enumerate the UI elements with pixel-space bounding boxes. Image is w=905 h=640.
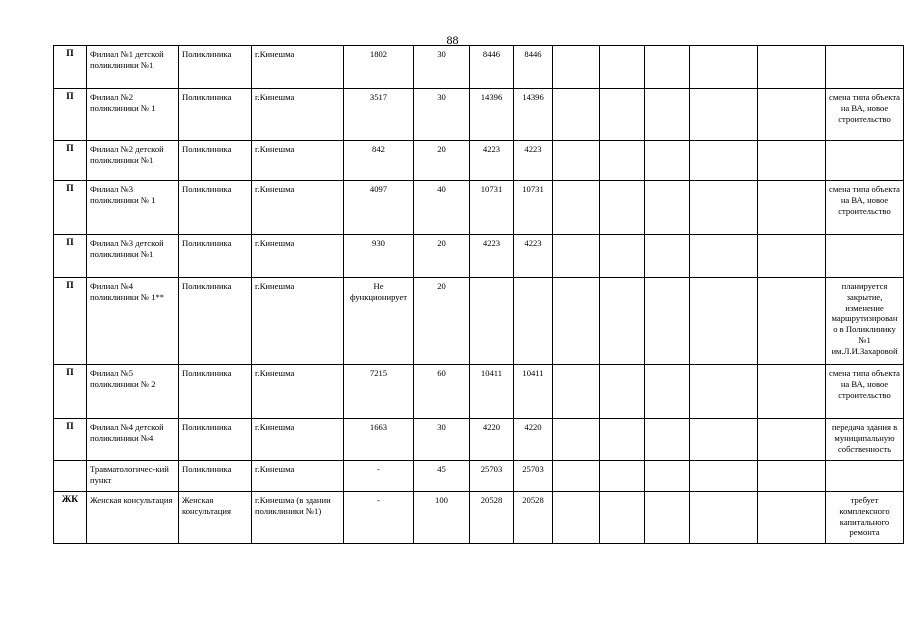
cell-note: смена типа объекта на ВА, новое строительство [826, 365, 904, 419]
page-number: 88 [446, 33, 459, 47]
cell-kind: Поликлиника [179, 235, 252, 278]
cell-value-4: 4223 [514, 141, 553, 181]
cell-name: Филиал №4 поликлиники № 1** [87, 278, 179, 365]
cell-value-4: 8446 [514, 46, 553, 89]
cell-value-2: 20 [414, 235, 470, 278]
cell-empty [758, 181, 826, 235]
cell-empty [690, 278, 758, 365]
cell-empty [758, 141, 826, 181]
table-row [54, 89, 904, 141]
cell-type: П [54, 235, 87, 278]
cell-value-4: 4223 [514, 235, 553, 278]
cell-value-3: 8446 [470, 46, 514, 89]
cell-empty [553, 235, 600, 278]
cell-location: г.Кинешма (в здании поликлиники №1) [252, 492, 344, 544]
cell-value-3 [470, 278, 514, 365]
cell-empty [645, 235, 690, 278]
cell-empty [645, 492, 690, 544]
cell-empty [645, 419, 690, 461]
cell-empty [758, 365, 826, 419]
cell-value-3: 20528 [470, 492, 514, 544]
table-row [54, 181, 904, 235]
cell-location: г.Кинешма [252, 181, 344, 235]
cell-kind: Поликлиника [179, 46, 252, 89]
cell-kind: Поликлиника [179, 419, 252, 461]
cell-value-4: 14396 [514, 89, 553, 141]
cell-note: планируется закрытие, изменение маршрутизирован о в Поликлинику №1 им.Л.И.Захаровой [826, 278, 904, 365]
cell-name: Травматологичес-кий пункт [87, 461, 179, 492]
cell-type: П [54, 181, 87, 235]
cell-location: г.Кинешма [252, 365, 344, 419]
cell-empty [690, 461, 758, 492]
cell-empty [690, 365, 758, 419]
cell-value-2: 30 [414, 89, 470, 141]
cell-value-4 [514, 278, 553, 365]
cell-empty [600, 46, 645, 89]
cell-empty [645, 278, 690, 365]
cell-empty [600, 235, 645, 278]
cell-empty [758, 278, 826, 365]
table-row [54, 419, 904, 461]
cell-value-1: 930 [344, 235, 414, 278]
cell-value-3: 4223 [470, 141, 514, 181]
cell-value-3: 10411 [470, 365, 514, 419]
cell-empty [553, 181, 600, 235]
cell-value-1: 842 [344, 141, 414, 181]
cell-empty [690, 141, 758, 181]
cell-value-1: - [344, 461, 414, 492]
cell-empty [645, 181, 690, 235]
cell-type [54, 461, 87, 492]
cell-kind: Поликлиника [179, 141, 252, 181]
cell-empty [690, 46, 758, 89]
cell-empty [553, 461, 600, 492]
cell-note: смена типа объекта на ВА, новое строительство [826, 181, 904, 235]
cell-kind: Поликлиника [179, 461, 252, 492]
cell-name: Филиал №3 поликлиники № 1 [87, 181, 179, 235]
cell-value-2: 40 [414, 181, 470, 235]
cell-location: г.Кинешма [252, 419, 344, 461]
cell-empty [600, 278, 645, 365]
cell-type: П [54, 89, 87, 141]
cell-empty [600, 181, 645, 235]
cell-type: П [54, 419, 87, 461]
cell-empty [553, 141, 600, 181]
cell-value-4: 25703 [514, 461, 553, 492]
cell-empty [600, 492, 645, 544]
cell-note: требует комплексного капитального ремонта [826, 492, 904, 544]
cell-empty [553, 278, 600, 365]
cell-note: передача здания в муниципальную собственность [826, 419, 904, 461]
cell-empty [758, 461, 826, 492]
table-row [54, 235, 904, 278]
table-row [54, 46, 904, 89]
cell-value-3: 4223 [470, 235, 514, 278]
cell-empty [758, 89, 826, 141]
cell-note: смена типа объекта на ВА, новое строительство [826, 89, 904, 141]
cell-location: г.Кинешма [252, 461, 344, 492]
cell-empty [553, 419, 600, 461]
cell-empty [758, 492, 826, 544]
cell-kind: Женская консультация [179, 492, 252, 544]
cell-empty [600, 461, 645, 492]
cell-note [826, 235, 904, 278]
table-row [54, 278, 904, 365]
cell-kind: Поликлиника [179, 278, 252, 365]
cell-value-1: 1802 [344, 46, 414, 89]
cell-type: ЖК [54, 492, 87, 544]
cell-value-1: 1663 [344, 419, 414, 461]
cell-empty [600, 419, 645, 461]
cell-kind: Поликлиника [179, 89, 252, 141]
cell-value-4: 20528 [514, 492, 553, 544]
cell-value-1: 4097 [344, 181, 414, 235]
cell-empty [553, 365, 600, 419]
cell-empty [690, 89, 758, 141]
cell-location: г.Кинешма [252, 235, 344, 278]
cell-value-3: 25703 [470, 461, 514, 492]
table-row [54, 492, 904, 544]
cell-value-1: 7215 [344, 365, 414, 419]
cell-location: г.Кинешма [252, 278, 344, 365]
cell-name: Филиал №5 поликлиники № 2 [87, 365, 179, 419]
cell-name: Филиал №4 детской поликлиники №4 [87, 419, 179, 461]
cell-name: Женская консультация [87, 492, 179, 544]
cell-value-1: Не функционирует [344, 278, 414, 365]
table-row [54, 365, 904, 419]
cell-empty [600, 89, 645, 141]
cell-empty [645, 46, 690, 89]
cell-empty [553, 492, 600, 544]
cell-kind: Поликлиника [179, 181, 252, 235]
cell-empty [758, 419, 826, 461]
cell-value-4: 10731 [514, 181, 553, 235]
cell-empty [645, 89, 690, 141]
cell-location: г.Кинешма [252, 46, 344, 89]
cell-empty [758, 235, 826, 278]
table-row [54, 141, 904, 181]
cell-location: г.Кинешма [252, 89, 344, 141]
cell-empty [690, 235, 758, 278]
cell-note [826, 461, 904, 492]
cell-empty [553, 46, 600, 89]
cell-empty [645, 461, 690, 492]
cell-empty [553, 89, 600, 141]
cell-value-1: - [344, 492, 414, 544]
cell-name: Филиал №1 детской поликлиники №1 [87, 46, 179, 89]
cell-value-2: 20 [414, 141, 470, 181]
cell-type: П [54, 46, 87, 89]
cell-empty [600, 365, 645, 419]
cell-type: П [54, 278, 87, 365]
cell-value-4: 10411 [514, 365, 553, 419]
cell-value-2: 45 [414, 461, 470, 492]
cell-empty [758, 46, 826, 89]
cell-value-3: 4220 [470, 419, 514, 461]
cell-value-4: 4220 [514, 419, 553, 461]
cell-name: Филиал №2 детской поликлиники №1 [87, 141, 179, 181]
cell-value-2: 60 [414, 365, 470, 419]
cell-type: П [54, 141, 87, 181]
cell-value-2: 30 [414, 419, 470, 461]
cell-value-2: 100 [414, 492, 470, 544]
cell-empty [690, 492, 758, 544]
cell-name: Филиал №2 поликлиники № 1 [87, 89, 179, 141]
cell-note [826, 46, 904, 89]
cell-location: г.Кинешма [252, 141, 344, 181]
cell-empty [645, 365, 690, 419]
cell-name: Филиал №3 детской поликлиники №1 [87, 235, 179, 278]
cell-value-1: 3517 [344, 89, 414, 141]
cell-empty [690, 181, 758, 235]
cell-empty [600, 141, 645, 181]
facilities-table [53, 45, 904, 544]
cell-empty [645, 141, 690, 181]
cell-kind: Поликлиника [179, 365, 252, 419]
cell-note [826, 141, 904, 181]
cell-type: П [54, 365, 87, 419]
cell-value-2: 20 [414, 278, 470, 365]
cell-value-2: 30 [414, 46, 470, 89]
cell-value-3: 14396 [470, 89, 514, 141]
cell-empty [690, 419, 758, 461]
cell-value-3: 10731 [470, 181, 514, 235]
table-row [54, 461, 904, 492]
